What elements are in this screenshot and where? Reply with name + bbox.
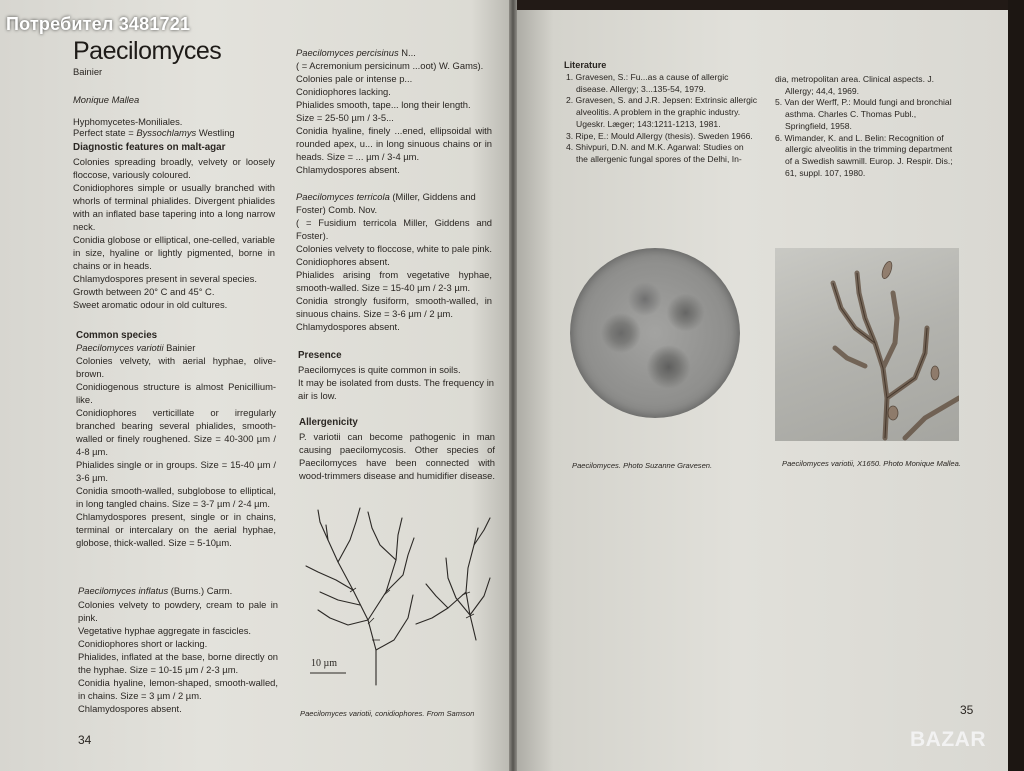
classification: Hyphomycetes-Moniliales. xyxy=(73,116,183,127)
description-line: Conidiophores short or lacking. xyxy=(78,638,208,649)
species-percisinus-description xyxy=(296,59,492,176)
description-line: Chlamydospores absent. xyxy=(78,703,182,714)
description-line: Phialides single or in groups. Size = 15-40 µm / 3-6 µm. xyxy=(76,459,276,483)
bazar-logo: BAZAR xyxy=(910,728,986,751)
species-percisinus-name xyxy=(296,46,416,59)
literature-item: dia, metropolitan area. Clinical aspects. J. Allergy; 44,4, 1969. xyxy=(775,74,935,96)
presence-line: It may be isolated from dusts. The frequency in air is low. xyxy=(298,377,494,401)
description-line: Conidiophores lacking. xyxy=(296,86,391,97)
description-line: Chlamydospores present, single or in chains, terminal or intercalary on the aerial hyphae, globose, thick-walled. Size = 5-10µm. xyxy=(76,511,276,548)
perfect-state xyxy=(73,126,235,139)
literature-item: 2. Gravesen, S. and J.R. Jepsen: Extrinsic allergic alveolitis. A problem in the graphic industry. Ugeskr. Læger; 143:1211-1213, 1981. xyxy=(566,95,758,129)
species-name: Paecilomyces variotii xyxy=(76,342,164,353)
description-line: Conidia strongly fusiform, smooth-walled, in sinuous chains. Size = 3-6 µm / 2 µm. xyxy=(296,295,492,319)
species-author: (Miller, Giddens and Foster) Comb. Nov. xyxy=(296,191,476,215)
literature-item: 1. Gravesen, S.: Fu...as a cause of allergic disease. Allergy; 3...135-54, 1979. xyxy=(566,72,729,94)
species-author: (Burns.) Carm. xyxy=(168,585,233,596)
description-line: Phialides arising from vegetative hyphae, smooth-walled. Size = 15-40 µm / 2-3 µm. xyxy=(296,269,492,293)
description-line: Conidiophores absent. xyxy=(296,256,390,267)
description-line: Conidiogenous structure is almost Penicillium-like. xyxy=(76,381,276,405)
perfect-state-genus: Byssochlamys xyxy=(136,127,197,138)
description-line: Conidia hyaline, lemon-shaped, smooth-walled, in chains. Size = 3 µm / 2 µm. xyxy=(78,677,278,701)
diagnostic-line: Growth between 20° C and 45° C. xyxy=(73,286,215,297)
species-terricola-description xyxy=(296,216,492,333)
description-line: Chlamydospores absent. xyxy=(296,164,400,175)
presence-heading: Presence xyxy=(298,350,342,361)
description-line: Colonies velvety, with aerial hyphae, olive-brown. xyxy=(76,355,276,379)
description-line: Colonies velvety to floccose, white to pale pink. xyxy=(296,243,492,254)
photo-caption-1: Paecilomyces. Photo Suzanne Gravesen. xyxy=(572,461,713,470)
common-species-heading: Common species xyxy=(76,330,158,341)
photo-caption-2: Paecilomyces variotii, X1650. Photo Monique Mallea. xyxy=(782,459,961,468)
species-name: Paecilomyces terricola xyxy=(296,191,390,202)
diagnostic-heading: Diagnostic features on malt-agar xyxy=(73,142,226,153)
perfect-state-author: Westling xyxy=(196,127,235,138)
micrograph-photo xyxy=(775,248,959,441)
allergenicity-heading: Allergenicity xyxy=(299,417,358,428)
species-terricola-name xyxy=(296,190,492,216)
description-line: Colonies pale or intense p... xyxy=(296,73,413,84)
species-name: Paecilomyces percisinus xyxy=(296,47,399,58)
genus-author: Bainier xyxy=(73,66,103,77)
description-line: ( = Acremonium persicinum ...oot) W. Gams). xyxy=(296,60,484,71)
literature-item: 4. Shivpuri, D.N. and M.K. Agarwal: Studies on the allergenic fungal spores of the Delhi, In- xyxy=(566,142,744,164)
literature-item: 3. Ripe, E.: Mould Allergy (thesis). Sweden 1966. xyxy=(566,130,753,141)
scale-bar-label: 10 µm xyxy=(311,658,338,669)
page-number-right: 35 xyxy=(960,703,974,717)
species-variotii-name xyxy=(76,341,195,354)
perfect-state-label: Perfect state = xyxy=(73,127,137,138)
user-watermark: Потребител 3481721 xyxy=(6,14,191,34)
description-line: Conidiophores verticillate or irregularly branched bearing several phialides, smooth-walled or finely roughened. Size = 40-300 µm / 4-8 µm. xyxy=(76,407,276,457)
description-line: Conidia hyaline, finely ...ened, ellipsoidal with rounded apex, u... in long sinuous chains or in heads. Size = ... µm / 3-4 µm. xyxy=(296,125,492,162)
diagnostic-line: Colonies spreading broadly, velvety or loosely floccose, variously coloured. xyxy=(73,156,275,180)
species-inflatus-name xyxy=(78,584,232,597)
description-line: Colonies velvety to powdery, cream to pale in pink. xyxy=(78,599,278,623)
allergenicity-text: P. variotii can become pathogenic in man causing paecilomycosis. Other species of Paecilomyces have been connected with wood-trimmers disease and humidifier disease. xyxy=(299,431,495,481)
species-author: Bainier xyxy=(163,342,196,353)
description-line: Size = 25-50 µm / 3-5... xyxy=(296,112,394,123)
diagnostic-line: Sweet aromatic odour in old cultures. xyxy=(73,299,228,310)
description-line: Phialides, inflated at the base, borne directly on the hyphae. Size = 10-15 µm / 2-3 µm. xyxy=(78,651,278,675)
literature-list-1 xyxy=(566,72,758,166)
presence-text xyxy=(298,363,494,402)
description-line: Phialides smooth, tape... long their length. xyxy=(296,99,471,110)
page-title: Paecilomyces xyxy=(73,37,222,65)
species-variotii-description xyxy=(76,354,276,549)
species-inflatus-description xyxy=(78,598,278,715)
book-gutter xyxy=(509,0,517,771)
literature-list-2 xyxy=(775,74,959,179)
diagnostic-features xyxy=(73,155,275,311)
contributor-name: Monique Mallea xyxy=(73,94,140,105)
description-line: ( = Fusidium terricola Miller, Giddens and Foster). xyxy=(296,217,492,241)
description-line: Conidia smooth-walled, subglobose to elliptical, in long tangled chains. Size = 3-7 µm / 2-4 µm. xyxy=(76,485,276,509)
diagnostic-line: Conidia globose or elliptical, one-celled, variable in size, hyaline or lightly pigmented, borne in chains or in heads. xyxy=(73,234,275,271)
diagnostic-line: Chlamydospores present in several species. xyxy=(73,273,257,284)
species-name: Paecilomyces inflatus xyxy=(78,585,169,596)
literature-item: 5. Van der Werff, P.: Mould fungi and bronchial asthma. Charles C. Thomas Publ., Springfield, 1958. xyxy=(775,97,952,131)
page-number-left: 34 xyxy=(78,733,92,747)
description-line: Vegetative hyphae aggregate in fascicles. xyxy=(78,625,252,636)
presence-line: Paecilomyces is quite common in soils. xyxy=(298,364,461,375)
drawing-caption: Paecilomyces variotii, conidiophores. From Samson xyxy=(300,709,475,718)
background-edge xyxy=(1008,0,1024,771)
literature-item: 6. Wimander, K. and L. Belin: Recognition of allergic alveolitis in the trimming department of a Swedish sawmill. Europ. J. Respir. Dis.; 61, suppl. 107, 1980. xyxy=(775,132,953,178)
description-line: Chlamydospores absent. xyxy=(296,321,400,332)
diagnostic-line: Conidiophores simple or usually branched with whorls of terminal phialides. Divergent phialides with an inflated base tapering into a long narrow neck. xyxy=(73,182,275,232)
micrograph-drawing xyxy=(775,248,959,441)
literature-heading: Literature xyxy=(564,60,607,70)
species-name-tail: N... xyxy=(398,47,416,58)
petri-dish-photo xyxy=(570,248,740,418)
